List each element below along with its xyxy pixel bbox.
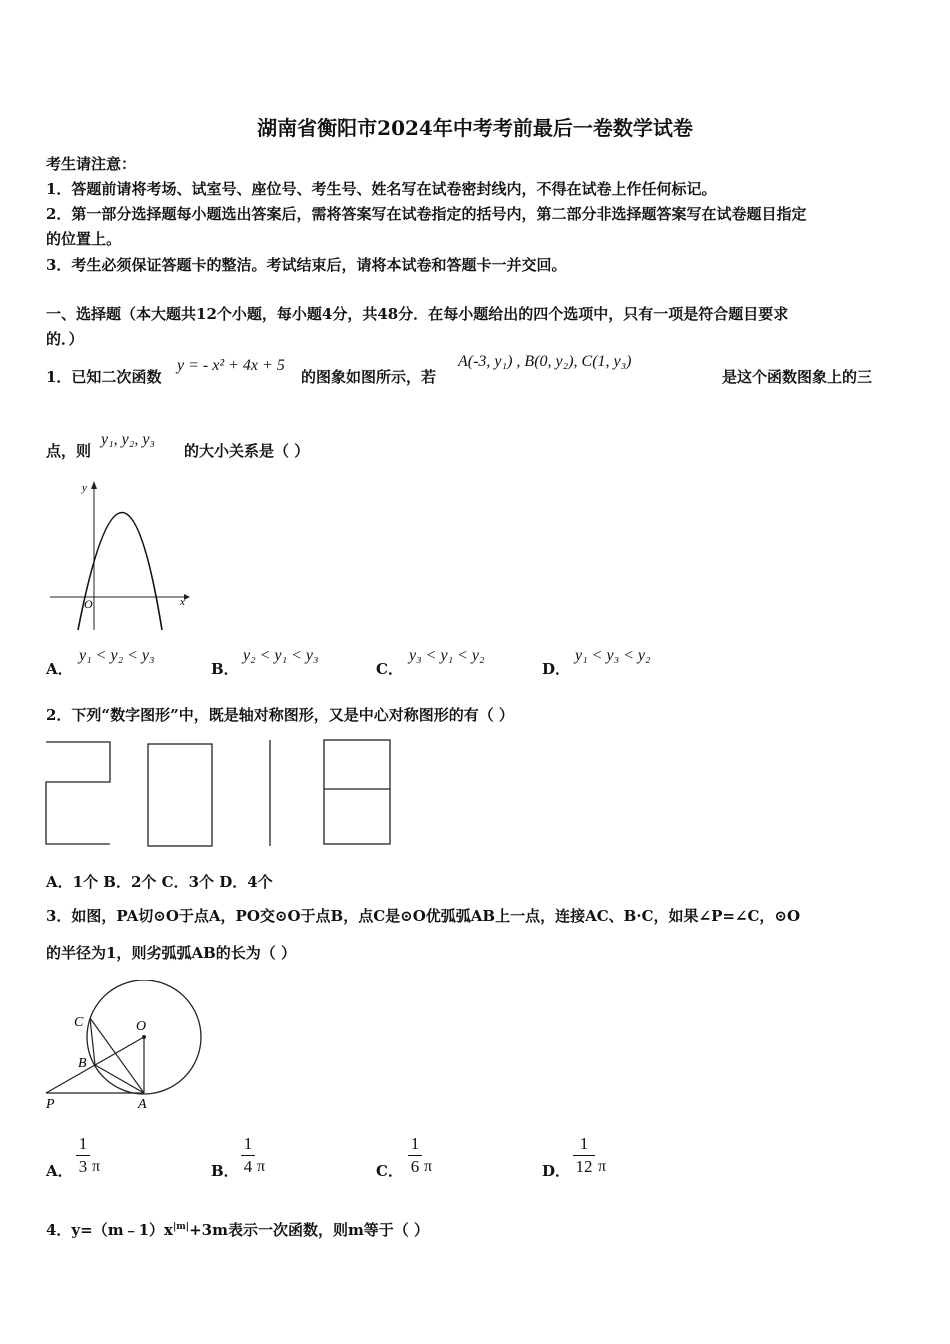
q1-option-b[interactable]: y₂ < y₁ < y₃ xyxy=(243,647,319,664)
q1-suffix: 是这个函数图象上的三 xyxy=(722,368,873,386)
q4-suffix: +3m表示一次函数，则m等于（ ） xyxy=(189,1221,430,1239)
q3-option-b-label[interactable]: B． xyxy=(211,1162,239,1180)
section-heading-cont: 的．） xyxy=(46,330,84,348)
parabola-curve xyxy=(78,513,162,631)
notice-item: 3．考生必须保证答题卡的整洁。考试结束后，请将本试卷和答题卡一并交回。 xyxy=(46,256,567,274)
label-p: P xyxy=(46,1097,55,1112)
y-axis-arrow-icon xyxy=(91,481,97,489)
q1-option-a[interactable]: y₁ < y₂ < y₃ xyxy=(79,647,155,664)
q4-prefix: 4．y=（m﹣1）x xyxy=(46,1221,173,1239)
q1-option-c[interactable]: y₃ < y₁ < y₂ xyxy=(409,647,485,664)
label-b: B xyxy=(78,1056,87,1071)
y-label: y xyxy=(82,482,87,494)
pi-symbol: π xyxy=(424,1158,433,1175)
q3-option-a-label[interactable]: A． xyxy=(46,1162,73,1180)
q1-parabola-graph xyxy=(44,475,194,635)
q1-option-d-label[interactable]: D． xyxy=(542,660,571,678)
q2-options[interactable]: A．1个 B．2个 C．3个 D．4个 xyxy=(46,873,273,891)
q1-option-d[interactable]: y₁ < y₃ < y₂ xyxy=(575,647,651,664)
q3-text-line1: 3．如图，PA切⊙O于点A，PO交⊙O于点B，点C是⊙O优弧弧AB上一点，连接AC、B·C，如果∠P=∠C，⊙O xyxy=(46,907,801,925)
q2-digit-figures xyxy=(44,738,396,850)
notice-item: 的位置上。 xyxy=(46,230,122,248)
digit-0-figure xyxy=(148,744,212,846)
q3-circle-figure xyxy=(44,980,204,1112)
q3-option-d-label[interactable]: D． xyxy=(542,1162,571,1180)
label-c: C xyxy=(74,1015,84,1030)
pi-symbol: π xyxy=(598,1158,607,1175)
q1-option-c-label[interactable]: C． xyxy=(376,660,403,678)
origin-label: O xyxy=(84,597,93,611)
x-axis-arrow-icon xyxy=(184,594,190,600)
page-title: 湖南省衡阳市2024年中考考前最后一卷数学试卷 xyxy=(257,116,693,140)
q3-option-b-fraction[interactable]: 1 4 xyxy=(241,1134,255,1177)
digit-2-figure xyxy=(46,742,110,844)
q1-option-a-label[interactable]: A． xyxy=(46,660,73,678)
q3-option-d-fraction[interactable]: 1 12 xyxy=(573,1134,595,1177)
q1-line2-suffix: 的大小关系是（ ） xyxy=(184,442,310,460)
q1-line2-prefix: 点，则 xyxy=(46,442,92,460)
center-dot xyxy=(142,1035,146,1039)
q1-option-b-label[interactable]: B． xyxy=(211,660,239,678)
notice-item: 2．第一部分选择题每小题选出答案后，需将答案写在试卷指定的括号内，第二部分非选择题答案写在试卷题目指定 xyxy=(46,205,807,223)
q3-option-c-fraction[interactable]: 1 6 xyxy=(408,1134,422,1177)
notice-heading: 考生请注意： xyxy=(46,155,137,173)
q3-text-line2: 的半径为1，则劣弧弧AB的长为（ ） xyxy=(46,944,296,962)
q1-mid: 的图象如图所示，若 xyxy=(301,368,437,386)
q4-text xyxy=(46,1219,429,1240)
label-a: A xyxy=(138,1097,147,1112)
q3-option-c-label[interactable]: C． xyxy=(376,1162,403,1180)
q2-text: 2．下列“数字图形”中，既是轴对称图形，又是中心对称图形的有（ ） xyxy=(46,706,514,724)
q3-option-a-fraction[interactable]: 1 3 xyxy=(76,1134,90,1177)
pi-symbol: π xyxy=(257,1158,266,1175)
label-o: O xyxy=(136,1019,147,1034)
q1-function: y = - x² + 4x + 5 xyxy=(177,357,285,374)
x-label: x xyxy=(180,596,185,608)
notice-item: 1．答题前请将考场、试室号、座位号、考生号、姓名写在试卷密封线内，不得在试卷上作任何标记。 xyxy=(46,180,717,198)
q4-exponent: |m| xyxy=(172,1222,190,1232)
q1-vars: y₁, y₂, y₃ xyxy=(101,431,155,448)
digit-8-figure xyxy=(324,740,390,844)
section-heading: 一、选择题（本大题共12个小题，每小题4分，共48分．在每小题给出的四个选项中，只有一项是符合题目要求 xyxy=(46,305,789,323)
pi-symbol: π xyxy=(92,1158,101,1175)
q1-points: A(-3, y₁) , B(0, y₂), C(1, y₃) xyxy=(458,353,632,370)
q1-prefix: 1．已知二次函数 xyxy=(46,368,162,386)
